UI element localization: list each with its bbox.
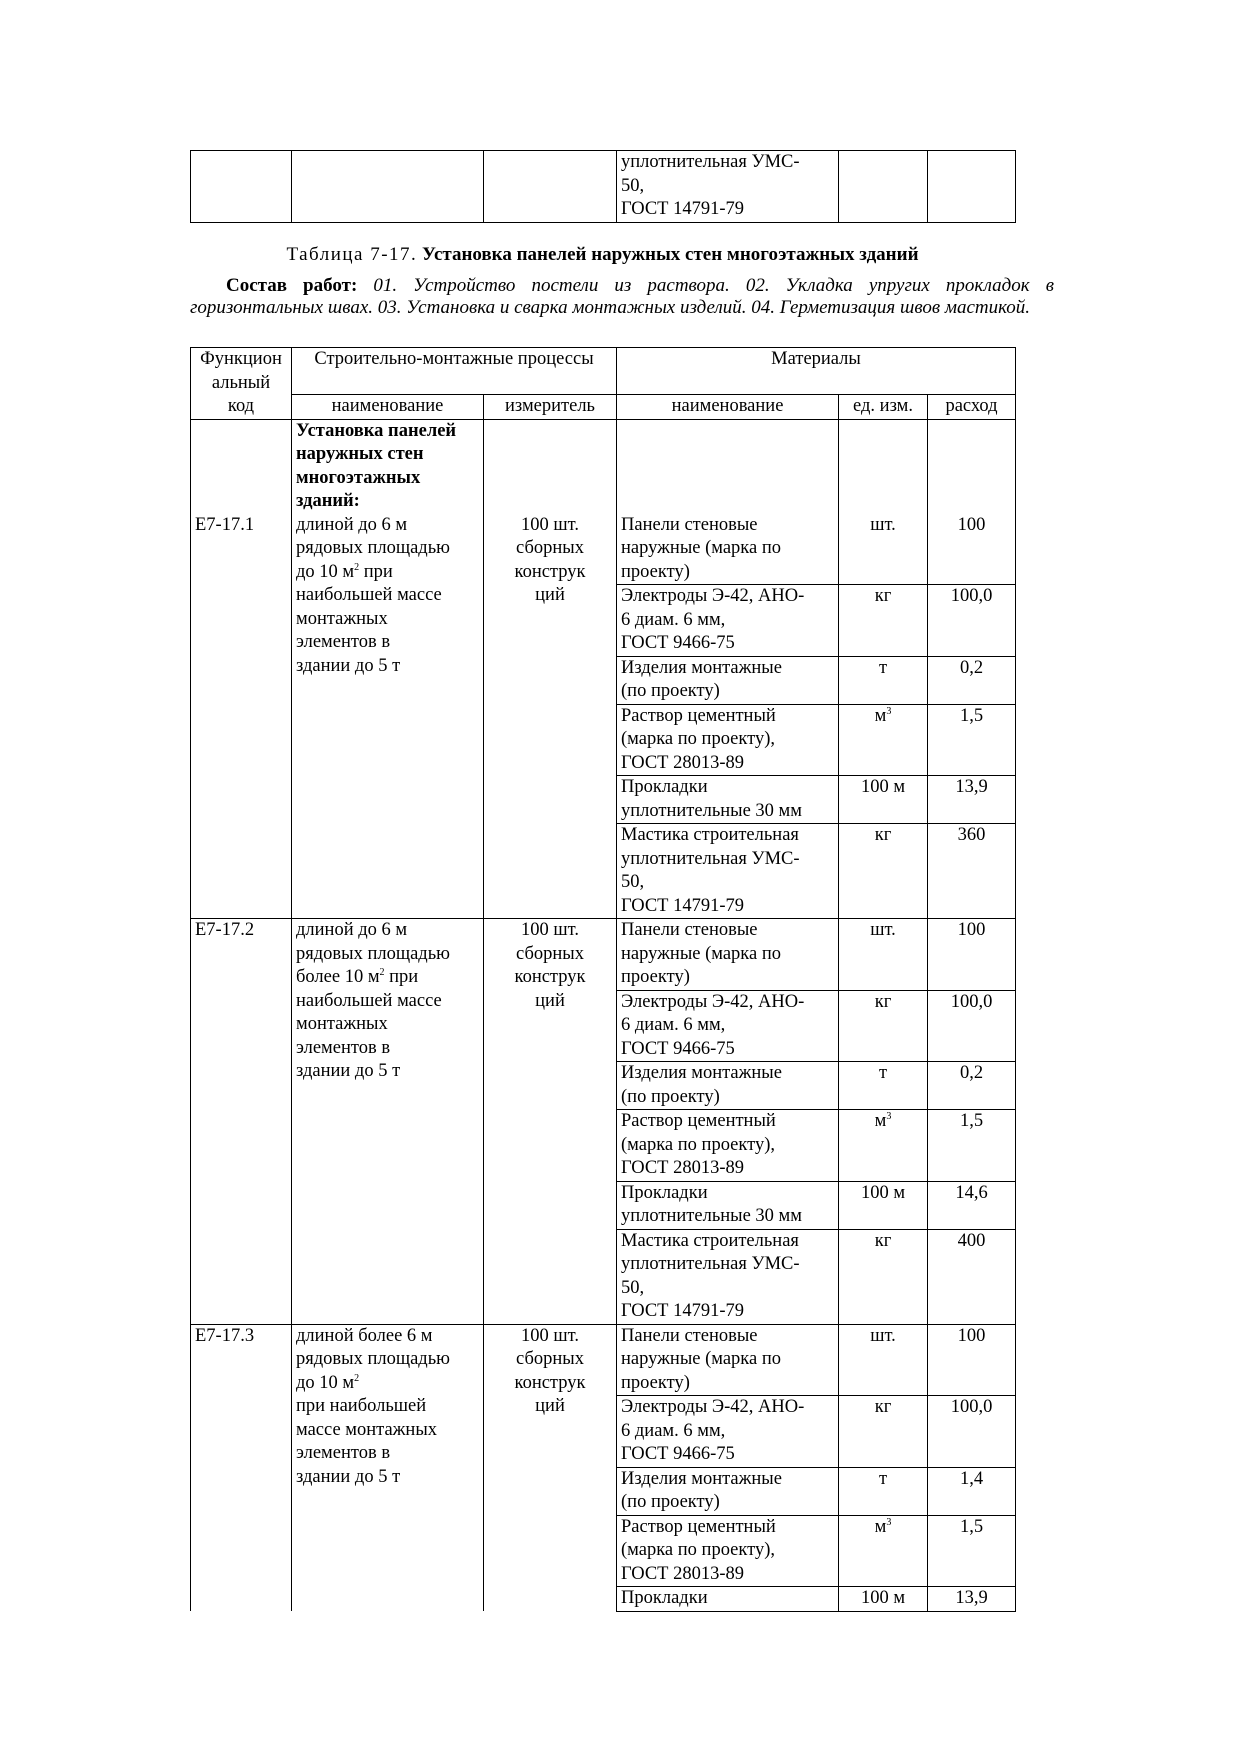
value-cell: 1,4 bbox=[928, 1467, 1016, 1515]
desc-line: при наибольшей bbox=[296, 1396, 427, 1416]
meter-line: 100 шт. bbox=[521, 514, 579, 535]
empty-cell bbox=[484, 151, 617, 223]
value-cell: 13,9 bbox=[928, 776, 1016, 824]
meter-line: 100 шт. bbox=[521, 920, 579, 940]
value-cell: 14,6 bbox=[928, 1181, 1016, 1229]
material-line: проекту) bbox=[621, 967, 690, 987]
material-line: (по проекту) bbox=[621, 1492, 720, 1512]
unit-cell: 100 м bbox=[839, 1181, 928, 1229]
desc-line: более 10 $м^2$ при bbox=[296, 967, 419, 987]
process-description bbox=[292, 919, 484, 1325]
material-line: Изделия монтажные bbox=[621, 1468, 782, 1489]
meter-header: измеритель bbox=[484, 395, 617, 420]
material-line: наружные (марка по bbox=[621, 1349, 781, 1369]
material-line: ГОСТ 14791-79 bbox=[621, 1301, 745, 1321]
meter-line: сборных bbox=[516, 538, 584, 558]
unit-cell: шт. bbox=[839, 514, 928, 585]
material-cell bbox=[617, 585, 839, 657]
work-composition-lead: Состав работ: bbox=[226, 275, 358, 296]
material-cell bbox=[617, 1467, 839, 1515]
desc-line: наибольшей массе bbox=[296, 585, 442, 605]
desc-line: до 10 $м^2$ при bbox=[296, 561, 393, 582]
header-line: код bbox=[227, 396, 255, 416]
material-cell bbox=[617, 656, 839, 704]
material-cell bbox=[617, 1324, 839, 1396]
meter-cell bbox=[484, 1324, 617, 1611]
desc-line: монтажных bbox=[296, 1014, 388, 1034]
value-cell: 100,0 bbox=[928, 1396, 1016, 1468]
empty-cell bbox=[292, 151, 484, 223]
material-line: ГОСТ 14791-79 bbox=[621, 199, 744, 219]
material-line: Мастика строительная bbox=[621, 825, 799, 845]
material-cell bbox=[617, 704, 839, 776]
main-table bbox=[190, 347, 1016, 1612]
meter-line: ций bbox=[535, 585, 565, 605]
value-cell: 0,2 bbox=[928, 656, 1016, 704]
value-cell: 100 bbox=[928, 919, 1016, 991]
material-line: Прокладки bbox=[621, 1182, 708, 1203]
empty-cell bbox=[839, 151, 928, 223]
materials-header: Материалы bbox=[617, 348, 1016, 395]
code-cell: Е7-17.3 bbox=[191, 1324, 292, 1611]
material-line: 50, bbox=[621, 872, 645, 892]
material-cell bbox=[617, 824, 839, 919]
header-row bbox=[191, 348, 1016, 395]
header-line: альный bbox=[211, 372, 271, 393]
material-line: Раствор цементный bbox=[621, 1111, 776, 1131]
desc-line: длиной более 6 м bbox=[296, 1325, 433, 1346]
material-line: ГОСТ 28013-89 bbox=[621, 1563, 745, 1584]
unit-cell: кг bbox=[839, 1396, 928, 1468]
material-line: Панели стеновые bbox=[621, 1325, 758, 1346]
value-cell: 1,5 bbox=[928, 1515, 1016, 1587]
material-line: Изделия монтажные bbox=[621, 1063, 782, 1083]
meter-cell bbox=[484, 919, 617, 1325]
unit-cell: шт. bbox=[839, 1324, 928, 1396]
unit-cell: кг bbox=[839, 990, 928, 1062]
material-line: 6 диам. 6 мм, bbox=[621, 1420, 726, 1441]
unit-cell: кг bbox=[839, 585, 928, 657]
desc-line: наибольшей массе bbox=[296, 990, 442, 1011]
work-composition-text: 01. Устройство постели из раствора. 02. Укладка упругих прокладок в горизонтальных швах. 03. Установка и сварка монтажных изделий. 04. Герметизация швов мастикой. bbox=[190, 275, 1054, 318]
value-cell: 1,5 bbox=[928, 704, 1016, 776]
empty-cell bbox=[191, 151, 292, 223]
unit-cell: т bbox=[839, 1062, 928, 1110]
work-composition bbox=[190, 275, 1054, 319]
material-line: ГОСТ 14791-79 bbox=[621, 895, 745, 916]
value-cell: 360 bbox=[928, 824, 1016, 919]
unit-cell: т bbox=[839, 1467, 928, 1515]
process-description bbox=[292, 1324, 484, 1611]
material-line: ГОСТ 28013-89 bbox=[621, 1158, 745, 1178]
material-line: ГОСТ 9466-75 bbox=[621, 1444, 735, 1464]
material-cell bbox=[617, 919, 839, 991]
value-cell: 100 bbox=[928, 1324, 1016, 1396]
material-line: уплотнительная УМС- bbox=[621, 152, 800, 172]
meter-line: ций bbox=[535, 990, 565, 1011]
value-cell: 100,0 bbox=[928, 990, 1016, 1062]
meter-line: конструк bbox=[514, 561, 586, 582]
material-line: Раствор цементный bbox=[621, 1516, 776, 1537]
material-line: (марка по проекту), bbox=[621, 1540, 775, 1560]
material-cell bbox=[617, 990, 839, 1062]
material-line: 50, bbox=[621, 1277, 645, 1298]
material-cell bbox=[617, 1181, 839, 1229]
functional-code-header bbox=[191, 348, 292, 420]
meter-line: ций bbox=[535, 1396, 565, 1416]
material-line: уплотнительная УМС- bbox=[621, 1254, 800, 1274]
desc-line: до 10 $м^2$ bbox=[296, 1372, 360, 1393]
material-line: (марка по проекту), bbox=[621, 729, 775, 749]
material-line: наружные (марка по bbox=[621, 943, 781, 964]
heading-line: многоэтажных bbox=[296, 467, 421, 488]
material-line: Прокладки bbox=[621, 777, 708, 797]
unit-cell bbox=[839, 419, 928, 514]
meter-cell bbox=[484, 514, 617, 919]
meter-line: 100 шт. bbox=[521, 1325, 579, 1346]
desc-line: длиной до 6 м bbox=[296, 514, 408, 535]
meter-line: конструк bbox=[514, 967, 586, 987]
material-line: проекту) bbox=[621, 1372, 690, 1393]
value-cell: 13,9 bbox=[928, 1587, 1016, 1612]
code-cell: Е7-17.1 bbox=[191, 514, 292, 919]
material-line: Панели стеновые bbox=[621, 514, 758, 535]
table-row bbox=[191, 514, 1016, 585]
material-cell bbox=[617, 151, 839, 223]
desc-line: элементов в bbox=[296, 632, 391, 652]
material-line: 50, bbox=[621, 175, 645, 196]
material-name-header: наименование bbox=[617, 395, 839, 420]
material-cell bbox=[617, 1062, 839, 1110]
unit-cell: шт. bbox=[839, 919, 928, 991]
unit-cell: кг bbox=[839, 1229, 928, 1324]
unit-cell: $м^3$ bbox=[839, 704, 928, 776]
unit-cell: кг bbox=[839, 824, 928, 919]
table-row bbox=[191, 919, 1016, 991]
unit-cell: $м^3$ bbox=[839, 1515, 928, 1587]
desc-line: длиной до 6 м bbox=[296, 920, 408, 940]
subheader-row bbox=[191, 395, 1016, 420]
heading-line: наружных стен bbox=[296, 444, 424, 464]
material-line: Электроды Э-42, АНО- bbox=[621, 991, 805, 1012]
table-row bbox=[191, 151, 1016, 223]
continuation-table bbox=[190, 150, 1016, 223]
value-cell: 0,2 bbox=[928, 1062, 1016, 1110]
desc-line: рядовых площадью bbox=[296, 1349, 450, 1369]
material-cell bbox=[617, 419, 839, 514]
consumption-header: расход bbox=[928, 395, 1016, 420]
material-line: Мастика строительная bbox=[621, 1230, 799, 1251]
desc-line: здании до 5 т bbox=[296, 1466, 401, 1487]
heading-line: зданий: bbox=[296, 491, 360, 511]
material-line: наружные (марка по bbox=[621, 538, 781, 558]
material-cell: Прокладки bbox=[617, 1587, 839, 1612]
material-cell bbox=[617, 1515, 839, 1587]
table-row bbox=[191, 1324, 1016, 1396]
value-cell: 100,0 bbox=[928, 585, 1016, 657]
code-cell bbox=[191, 419, 292, 514]
processes-header: Строительно-монтажные процессы bbox=[292, 348, 617, 395]
material-line: уплотнительные 30 мм bbox=[621, 800, 802, 821]
desc-line: рядовых площадью bbox=[296, 538, 450, 558]
unit-cell: т bbox=[839, 656, 928, 704]
material-line: ГОСТ 9466-75 bbox=[621, 1038, 735, 1059]
material-line: Электроды Э-42, АНО- bbox=[621, 1397, 805, 1417]
meter-cell bbox=[484, 419, 617, 514]
header-line: Функцион bbox=[200, 349, 282, 369]
desc-line: монтажных bbox=[296, 608, 388, 629]
material-line: уплотнительные 30 мм bbox=[621, 1206, 802, 1226]
table-caption-label: Таблица 7-17. bbox=[286, 244, 418, 265]
desc-line: массе монтажных bbox=[296, 1419, 438, 1440]
desc-line: элементов в bbox=[296, 1443, 391, 1463]
material-line: Раствор цементный bbox=[621, 705, 776, 726]
material-line: (по проекту) bbox=[621, 681, 720, 701]
meter-line: сборных bbox=[516, 1349, 584, 1369]
material-line: уплотнительная УМС- bbox=[621, 848, 800, 869]
desc-line: здании до 5 т bbox=[296, 1061, 401, 1081]
material-line: Панели стеновые bbox=[621, 920, 758, 940]
desc-line: рядовых площадью bbox=[296, 943, 450, 964]
unit-header: ед. изм. bbox=[839, 395, 928, 420]
material-cell bbox=[617, 776, 839, 824]
unit-cell: 100 м bbox=[839, 1587, 928, 1612]
material-cell bbox=[617, 1396, 839, 1468]
unit-cell: $м^3$ bbox=[839, 1110, 928, 1182]
material-line: проекту) bbox=[621, 561, 690, 582]
group-heading bbox=[292, 419, 484, 514]
process-description bbox=[292, 514, 484, 919]
unit-cell: 100 м bbox=[839, 776, 928, 824]
table-caption-title: Установка панелей наружных стен многоэтажных зданий bbox=[422, 244, 919, 265]
material-line: 6 диам. 6 мм, bbox=[621, 1015, 726, 1035]
heading-line: Установка панелей bbox=[296, 420, 457, 441]
material-line: (марка по проекту), bbox=[621, 1134, 775, 1155]
value-cell bbox=[928, 419, 1016, 514]
name-header: наименование bbox=[292, 395, 484, 420]
material-cell bbox=[617, 1229, 839, 1324]
value-cell: 400 bbox=[928, 1229, 1016, 1324]
material-line: Изделия монтажные bbox=[621, 657, 782, 678]
material-line: Электроды Э-42, АНО- bbox=[621, 586, 805, 606]
desc-line: элементов в bbox=[296, 1037, 391, 1058]
value-cell: 1,5 bbox=[928, 1110, 1016, 1182]
value-cell: 100 bbox=[928, 514, 1016, 585]
material-line: ГОСТ 28013-89 bbox=[621, 752, 745, 773]
material-cell bbox=[617, 1110, 839, 1182]
group-heading-row bbox=[191, 419, 1016, 514]
material-line: (по проекту) bbox=[621, 1086, 720, 1107]
desc-line: здании до 5 т bbox=[296, 655, 401, 676]
material-cell bbox=[617, 514, 839, 585]
material-line: ГОСТ 9466-75 bbox=[621, 633, 735, 653]
table-caption bbox=[190, 244, 1015, 266]
meter-line: сборных bbox=[516, 943, 584, 964]
material-line: 6 диам. 6 мм, bbox=[621, 609, 726, 630]
empty-cell bbox=[928, 151, 1016, 223]
meter-line: конструк bbox=[514, 1372, 586, 1393]
code-cell: Е7-17.2 bbox=[191, 919, 292, 1325]
